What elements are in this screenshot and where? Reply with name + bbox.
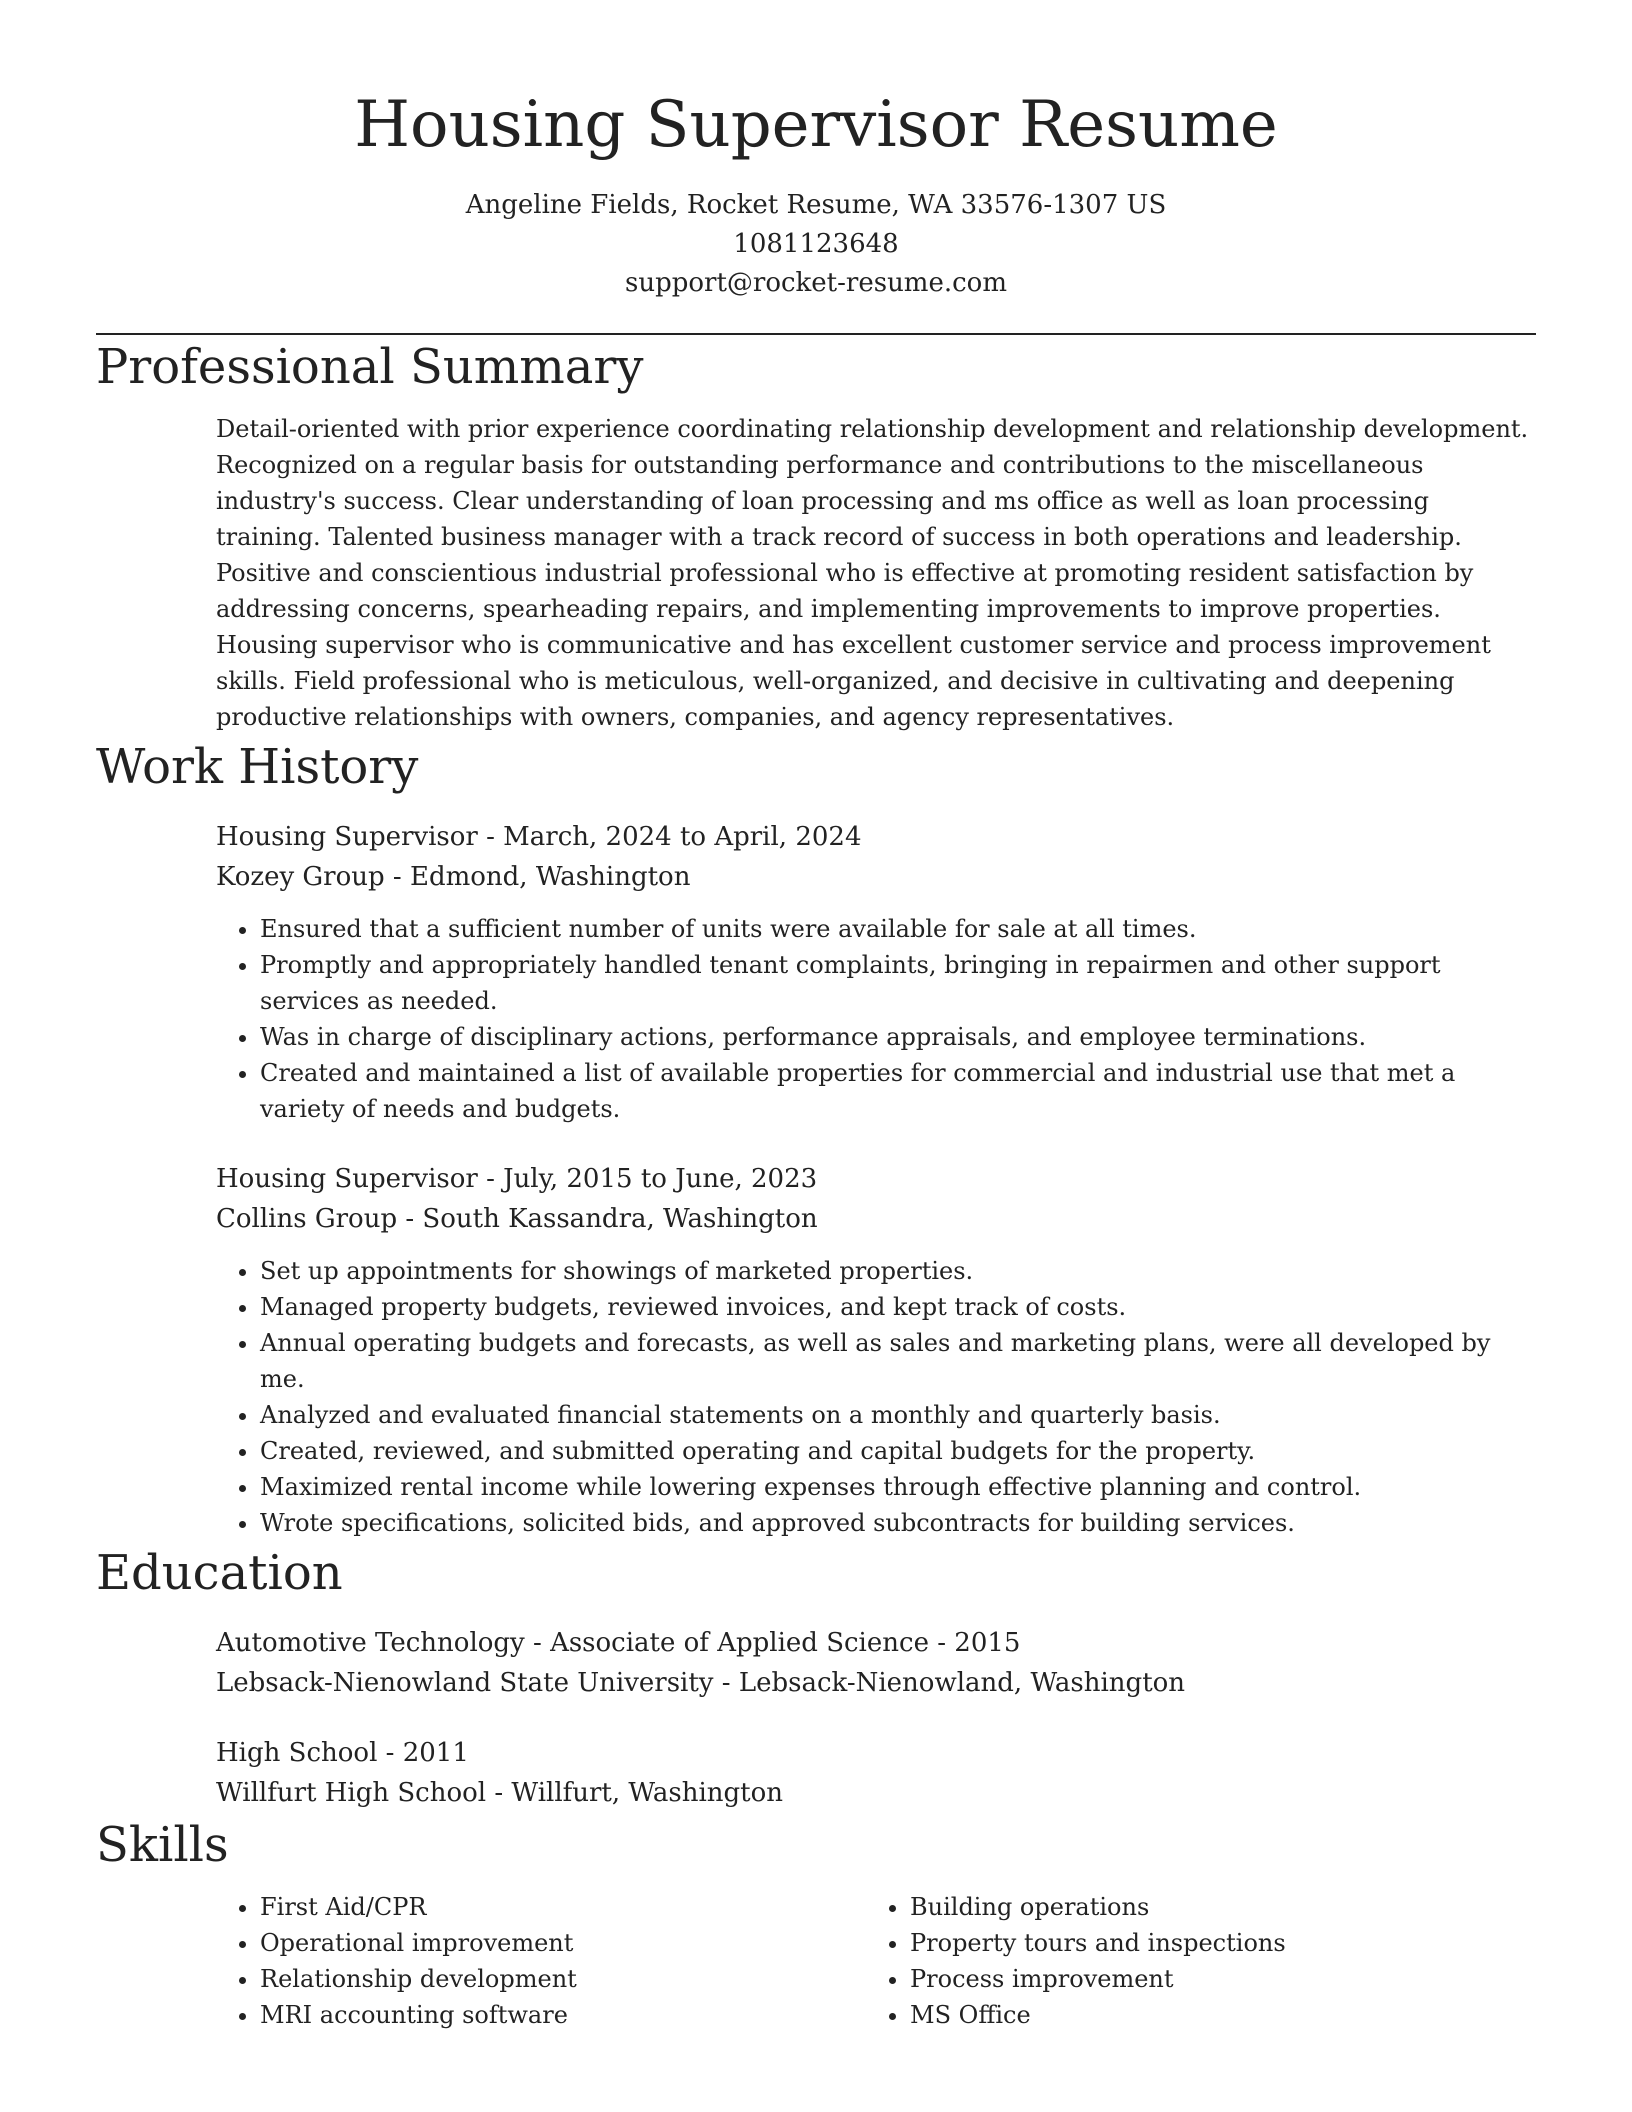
job-location: - Edmond, Washington — [384, 862, 691, 892]
skill-item: • Operational improvement — [260, 1925, 866, 1961]
job-title-line — [216, 1159, 1536, 1199]
education-school: Lebsack-Nienowland State University — [216, 1668, 714, 1698]
contact-address: Angeline Fields, Rocket Resume, WA 33576-1307 US — [465, 190, 1167, 220]
contact-block — [96, 186, 1536, 303]
work-history-list — [216, 817, 1536, 1541]
education-degree: High School — [216, 1738, 378, 1768]
education-school: Willfurt High School — [216, 1778, 487, 1808]
education-degree: Automotive Technology - Associate of Applied Science — [216, 1628, 929, 1658]
job-dates: - July, 2015 to June, 2023 — [477, 1164, 818, 1194]
job-duty: • Analyzed and evaluated financial statements on a monthly and quarterly basis. — [260, 1397, 1536, 1433]
job-duties — [216, 911, 1536, 1127]
job-title-line — [216, 817, 1536, 857]
job-title: Housing Supervisor — [216, 1164, 478, 1194]
job-location: - South Kassandra, Washington — [397, 1204, 818, 1234]
education-school-line — [216, 1773, 1536, 1813]
education-degree-line — [216, 1623, 1536, 1663]
job-duty: • Managed property budgets, reviewed invoices, and kept track of costs. — [260, 1289, 1536, 1325]
skill-item: • Building operations — [910, 1889, 1516, 1925]
job-company: Collins Group — [216, 1204, 398, 1234]
skill-item: • MRI accounting software — [260, 1997, 866, 2033]
skill-item: • Relationship development — [260, 1961, 866, 1997]
job-duty: • Created and maintained a list of available properties for commercial and industrial use that met a variety of needs and budgets. — [260, 1055, 1536, 1127]
job-dates: - March, 2024 to April, 2024 — [477, 822, 862, 852]
job-entry — [216, 1159, 1536, 1541]
education-degree-line — [216, 1733, 1536, 1773]
contact-email: support@rocket-resume.com — [624, 268, 1007, 298]
job-duty: • Maximized rental income while lowering expenses through effective planning and control. — [260, 1469, 1536, 1505]
job-entry — [216, 817, 1536, 1127]
skill-item: • Property tours and inspections — [910, 1925, 1516, 1961]
job-duty: • Ensured that a sufficient number of units were available for sale at all times. — [260, 911, 1536, 947]
section-heading-summary: Professional Summary — [96, 339, 644, 395]
skills-column-left — [216, 1889, 866, 2033]
job-duty: • Promptly and appropriately handled tenant complaints, bringing in repairmen and other support services as needed. — [260, 947, 1536, 1019]
education-year: - 2015 — [928, 1628, 1021, 1658]
job-company-line — [216, 857, 1536, 897]
skills-grid — [216, 1889, 1536, 2033]
resume-title: Housing Supervisor Resume — [354, 88, 1278, 162]
job-company: Kozey Group — [216, 862, 385, 892]
education-entry — [216, 1623, 1536, 1703]
summary-paragraph: Detail-oriented with prior experience coordinating relationship development and relationship development. Recognized on a regular basis for outstanding performance and contributions to the miscellaneous industry's success. Clear understanding of loan processing and ms office as well as loan processing training. Talented business manager with a track record of success in both operations and leadership. Positive and conscientious industrial professional who is effective at promoting resident satisfaction by addressing concerns, spearheading repairs, and implementing improvements to improve properties. Housing supervisor who is communicative and has excellent customer service and process improvement skills. Field professional who is meticulous, well-organized, and decisive in cultivating and deepening productive relationships with owners, companies, and agency representatives. — [216, 415, 1529, 731]
education-year: - 2011 — [377, 1738, 469, 1768]
education-location: - Willfurt, Washington — [486, 1778, 784, 1808]
job-company-line — [216, 1199, 1536, 1239]
education-entry — [216, 1733, 1536, 1813]
section-heading-education: Education — [96, 1545, 343, 1601]
job-duty: • Created, reviewed, and submitted operating and capital budgets for the property. — [260, 1433, 1536, 1469]
contact-phone: 1081123648 — [733, 229, 899, 259]
education-list — [216, 1623, 1536, 1813]
skill-item: • First Aid/CPR — [260, 1889, 866, 1925]
job-duties — [216, 1253, 1536, 1541]
job-duty: • Set up appointments for showings of marketed properties. — [260, 1253, 1536, 1289]
education-location: - Lebsack-Nienowland, Washington — [713, 1668, 1186, 1698]
skill-item: • Process improvement — [910, 1961, 1516, 1997]
skills-column-right — [866, 1889, 1516, 2033]
section-heading-skills: Skills — [96, 1817, 229, 1873]
job-duty: • Annual operating budgets and forecasts, as well as sales and marketing plans, were all developed by me. — [260, 1325, 1536, 1397]
resume-page — [96, 0, 1536, 2033]
section-heading-work-history: Work History — [96, 739, 419, 795]
skill-item: • MS Office — [910, 1997, 1516, 2033]
education-school-line — [216, 1663, 1536, 1703]
job-duty: • Wrote specifications, solicited bids, and approved subcontracts for building services. — [260, 1505, 1536, 1541]
job-duty: • Was in charge of disciplinary actions, performance appraisals, and employee terminations. — [260, 1019, 1536, 1055]
job-title: Housing Supervisor — [216, 822, 478, 852]
